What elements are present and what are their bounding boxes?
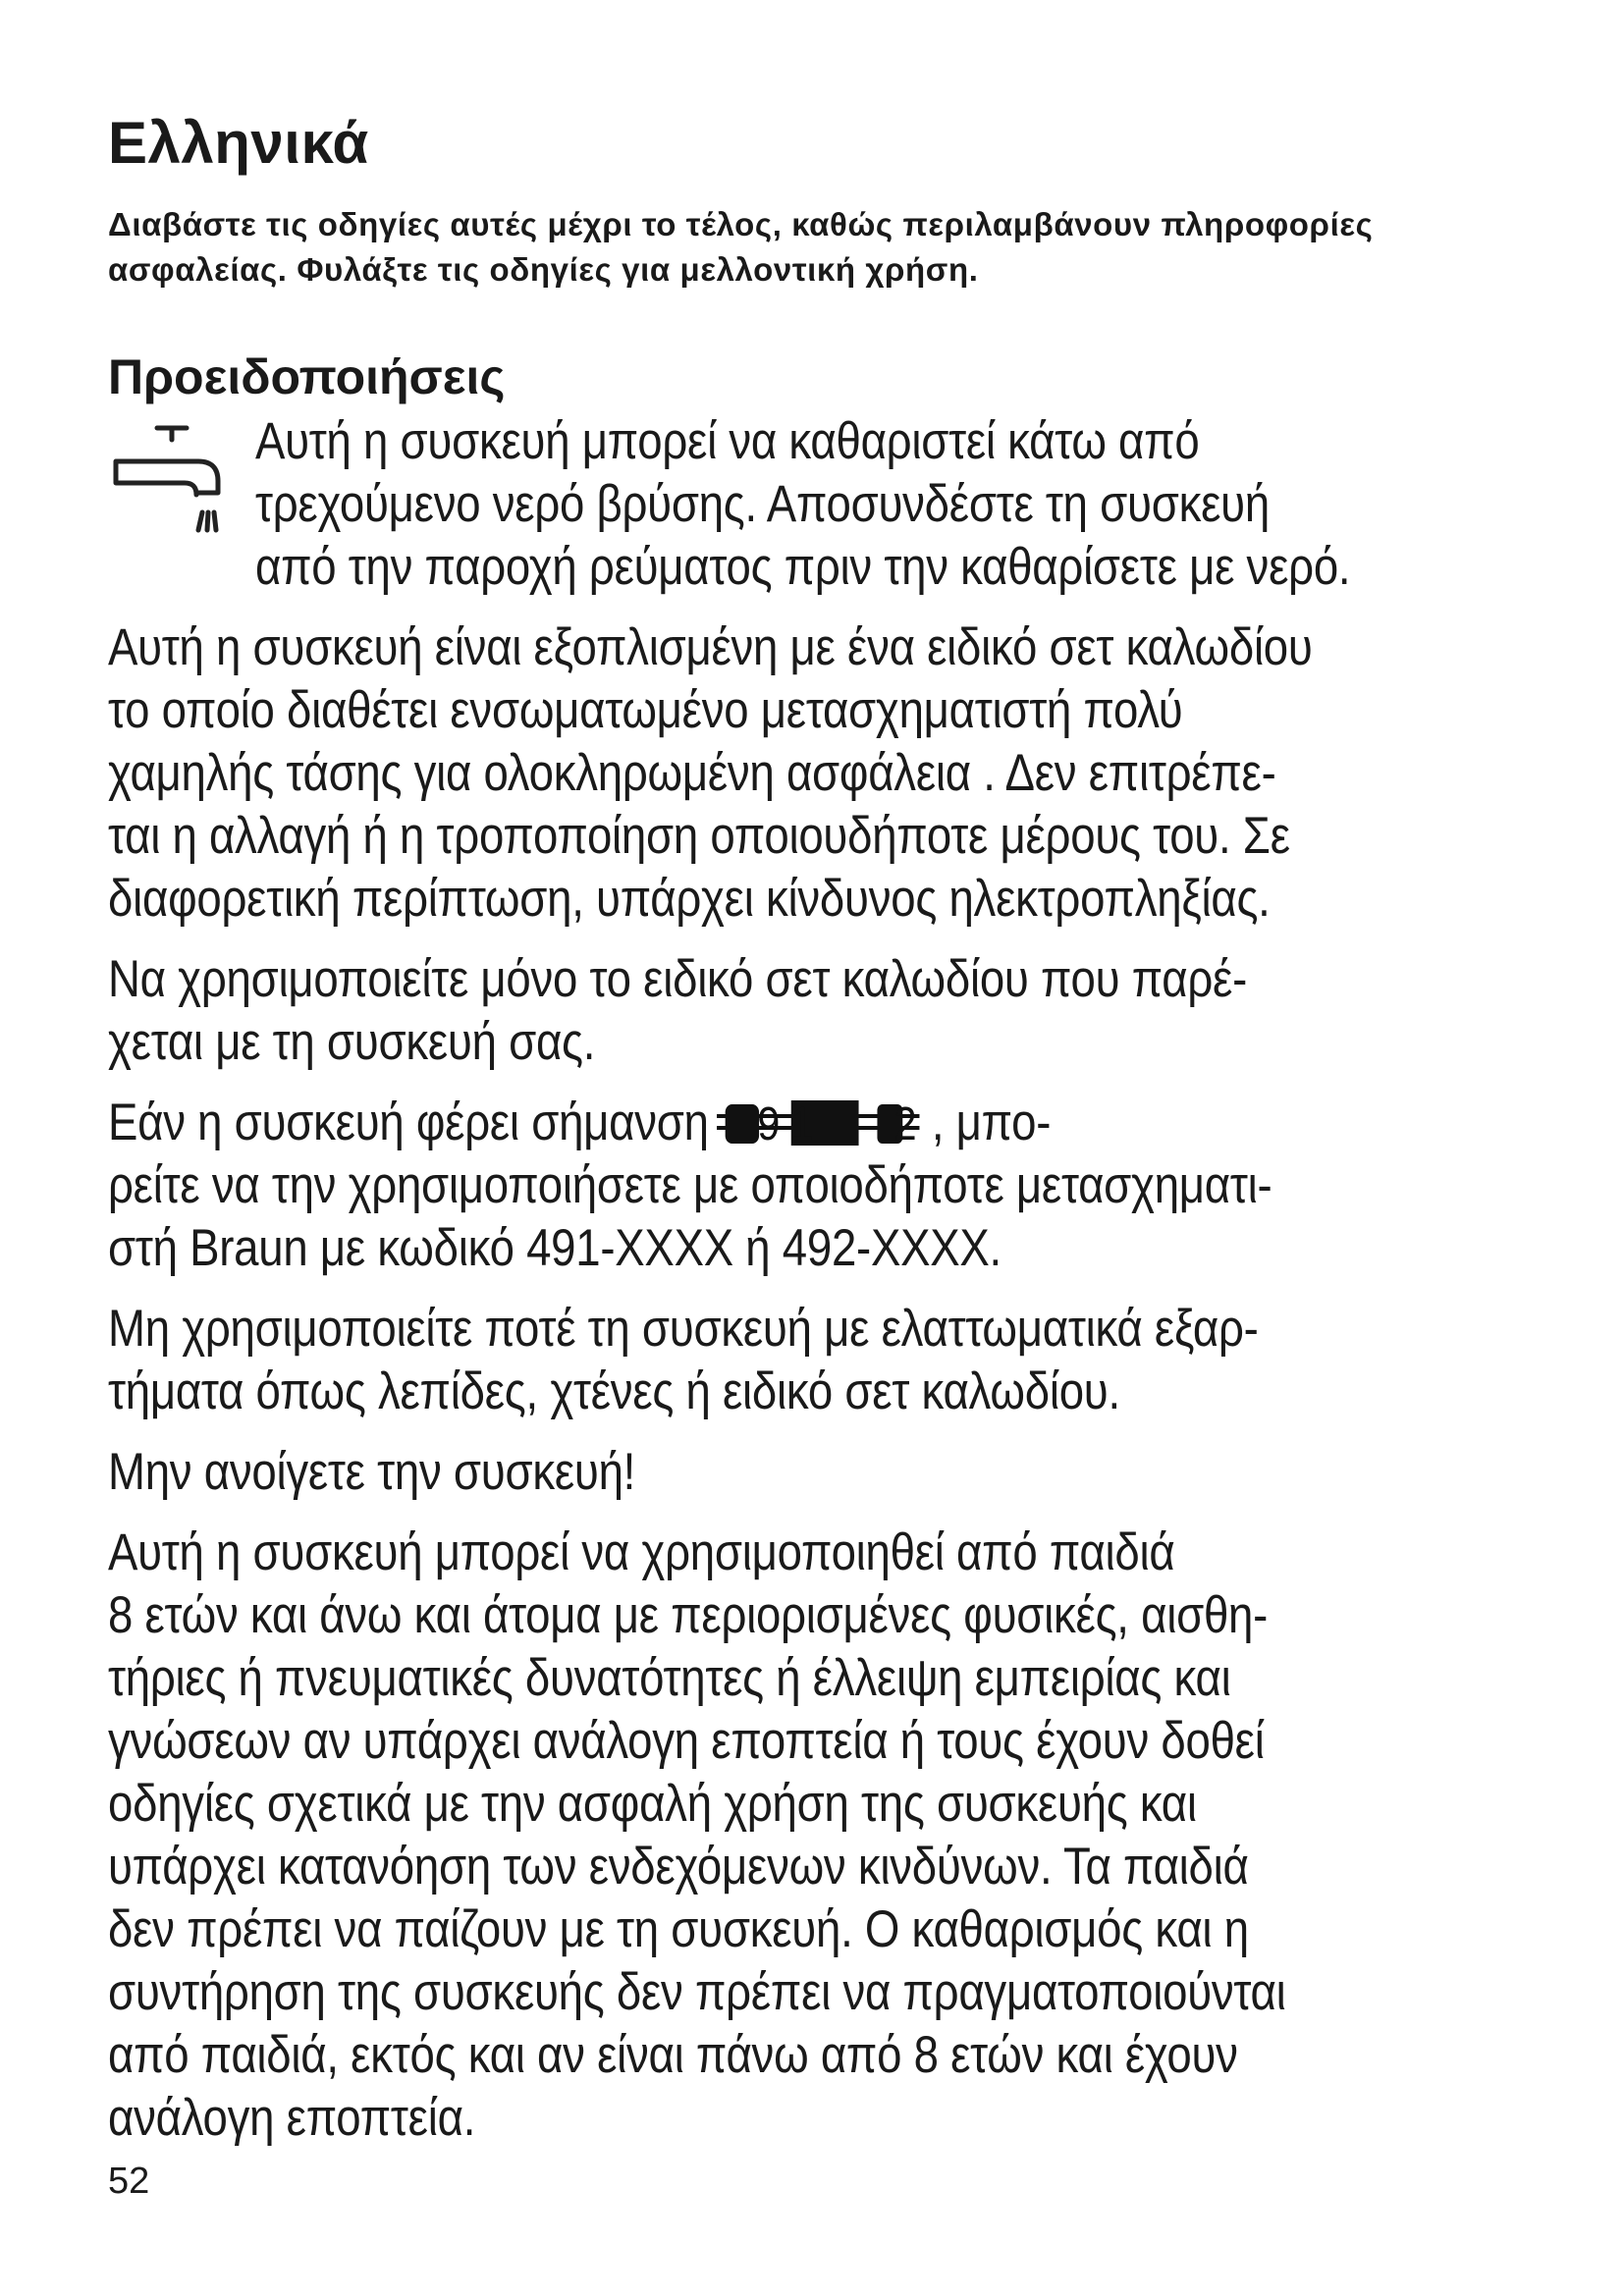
marking-text-after: , μπο-	[931, 1094, 1052, 1151]
tap-warning-text: Αυτή η συσκευή μπορεί να καθαριστεί κάτω από τρεχούμενο νερό βρύσης. Αποσυνδέστε τη συσκευή από την παροχή ρεύματος πριν την καθαρίσετε με νερό.	[255, 412, 1351, 596]
paragraph-use-only-cord: Να χρησιμοποιείτε μόνο το ειδικό σετ καλωδίου που παρέ- χεται με τη συσκευή σας.	[108, 950, 1248, 1071]
paragraph-do-not-open: Μην ανοίγετε την συσκευή!	[108, 1443, 636, 1501]
section-title-warnings: Προειδοποιήσεις	[108, 349, 506, 404]
intro-notice: Διαβάστε τις οδηγίες αυτές μέχρι το τέλος, καθώς περιλαμβάνουν πληροφορίες ασφαλείας. Φυλάξτε τις οδηγίες για μελλοντική χρήση.	[108, 206, 1374, 288]
tap-water-icon	[108, 410, 255, 558]
tap-warning-block	[108, 410, 1532, 599]
svg-text:9 1: 9 1	[757, 1097, 814, 1148]
document-page	[108, 108, 1532, 2167]
page-number: 52	[108, 2161, 150, 2202]
paragraph-defective-parts: Μη χρησιμοποιείτε ποτέ τη συσκευή με ελαττωματικά εξαρ- τήματα όπως λεπίδες, χτένες ή ειδικό σετ καλωδίου.	[108, 1300, 1259, 1420]
marking-text-rest: ρείτε να την χρησιμοποιήσετε με οποιοδήποτε μετασχηματι- στή Braun με κωδικό 491-XXXX ή 492-XXXX.	[108, 1156, 1272, 1277]
marking-text-before: Εάν η συσκευή φέρει σήμανση	[108, 1094, 709, 1151]
paragraph-children-use: Αυτή η συσκευή μπορεί να χρησιμοποιηθεί από παιδιά 8 ετών και άνω και άτομα με περιορισμένες φυσικές, αισθη- τήριες ή πνευματικές δυνατότητες ή έλλειψη εμπειρίας και γνώσεων αν υπάρχει ανάλογη εποπτεία ή τους έχουν δοθεί οδηγίες σχετικά με την ασφαλή χρήση της συσκευής και υπάρχει κατανόηση των ενδεχόμενων κινδύνων. Τα παιδιά δεν πρέπει να παίζουν με τη συσκευή. Ο καθαρισμός και η συντήρηση της συσκευής δεν πρέπει να πραγματοποιούνται από παιδιά, εκτός και αν είναι πάνω από 8 ετών και έχουν ανάλογη εποπτεία.	[108, 1523, 1286, 2147]
paragraph-cord-set: Αυτή η συσκευή είναι εξοπλισμένη με ένα ειδικό σετ καλωδίου το οποίο διαθέτει ενσωματωμένο μετασχηματιστή πολύ χαμηλής τάσης για ολοκληρωμένη ασφάλεια . Δεν επιτρέπε- ται η αλλαγή ή η τροποποίηση οποιουδήποτε μέρους του. Σε διαφορετική περίπτωση, υπάρχει κίνδυνος ηλεκτροπληξίας.	[108, 618, 1313, 928]
svg-text:2: 2	[893, 1097, 917, 1148]
paragraph-marking	[108, 1092, 1532, 1280]
language-title: Ελληνικά	[108, 110, 369, 176]
491-492-marking-icon	[717, 1096, 928, 1148]
